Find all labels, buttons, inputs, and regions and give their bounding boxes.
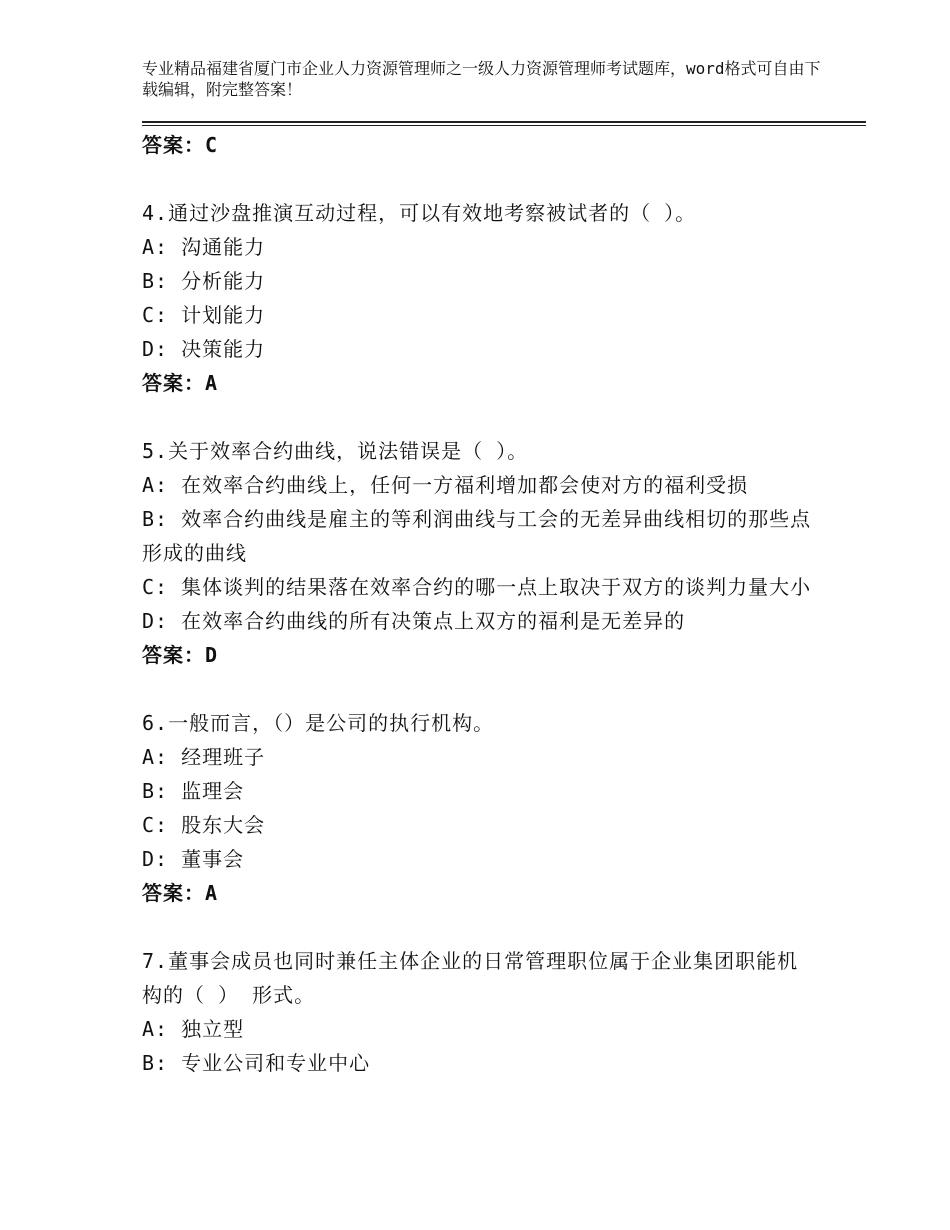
question-5 (142, 434, 812, 672)
option-d: D: 决策能力 (142, 337, 266, 361)
question-text: 4.通过沙盘推演互动过程，可以有效地考察被试者的（ ）。 (142, 201, 697, 225)
option-c: C: 股东大会 (142, 813, 266, 837)
option-b: B: 监理会 (142, 779, 245, 803)
question-text: 7.董事会成员也同时兼任主体企业的日常管理职位属于企业集团职能机构的（ ） 形式。 (142, 949, 799, 1007)
option-d: D: 在效率合约曲线的所有决策点上双方的福利是无差异的 (142, 609, 686, 633)
question-7 (142, 944, 812, 1080)
question-6 (142, 706, 812, 910)
option-c: C: 集体谈判的结果落在效率合约的哪一点上取决于双方的谈判力量大小 (142, 575, 812, 599)
option-c: C: 计划能力 (142, 303, 266, 327)
question-text: 6.一般而言，（）是公司的执行机构。 (142, 711, 495, 735)
option-b: B: 效率合约曲线是雇主的等利润曲线与工会的无差异曲线相切的那些点形成的曲线 (142, 507, 812, 565)
option-a: A: 独立型 (142, 1017, 245, 1041)
answer: 答案：D (142, 643, 219, 667)
document-header: 专业精品福建省厦门市企业人力资源管理师之一级人力资源管理师考试题库，word格式可自由下载编辑，附完整答案！ (142, 59, 821, 99)
header-divider-thin (142, 125, 866, 126)
previous-answer: 答案：C (142, 133, 219, 157)
option-a: A: 在效率合约曲线上，任何一方福利增加都会使对方的福利受损 (142, 473, 749, 497)
answer: 答案：A (142, 371, 219, 395)
question-4 (142, 196, 812, 400)
question-text: 5.关于效率合约曲线，说法错误是（ ）。 (142, 439, 529, 463)
header-divider-thick (142, 121, 866, 123)
option-b: B: 专业公司和专业中心 (142, 1051, 371, 1075)
option-d: D: 董事会 (142, 847, 245, 871)
option-b: B: 分析能力 (142, 269, 266, 293)
option-a: A: 经理班子 (142, 745, 266, 769)
option-a: A: 沟通能力 (142, 235, 266, 259)
answer: 答案：A (142, 881, 219, 905)
document-content (142, 128, 812, 1080)
